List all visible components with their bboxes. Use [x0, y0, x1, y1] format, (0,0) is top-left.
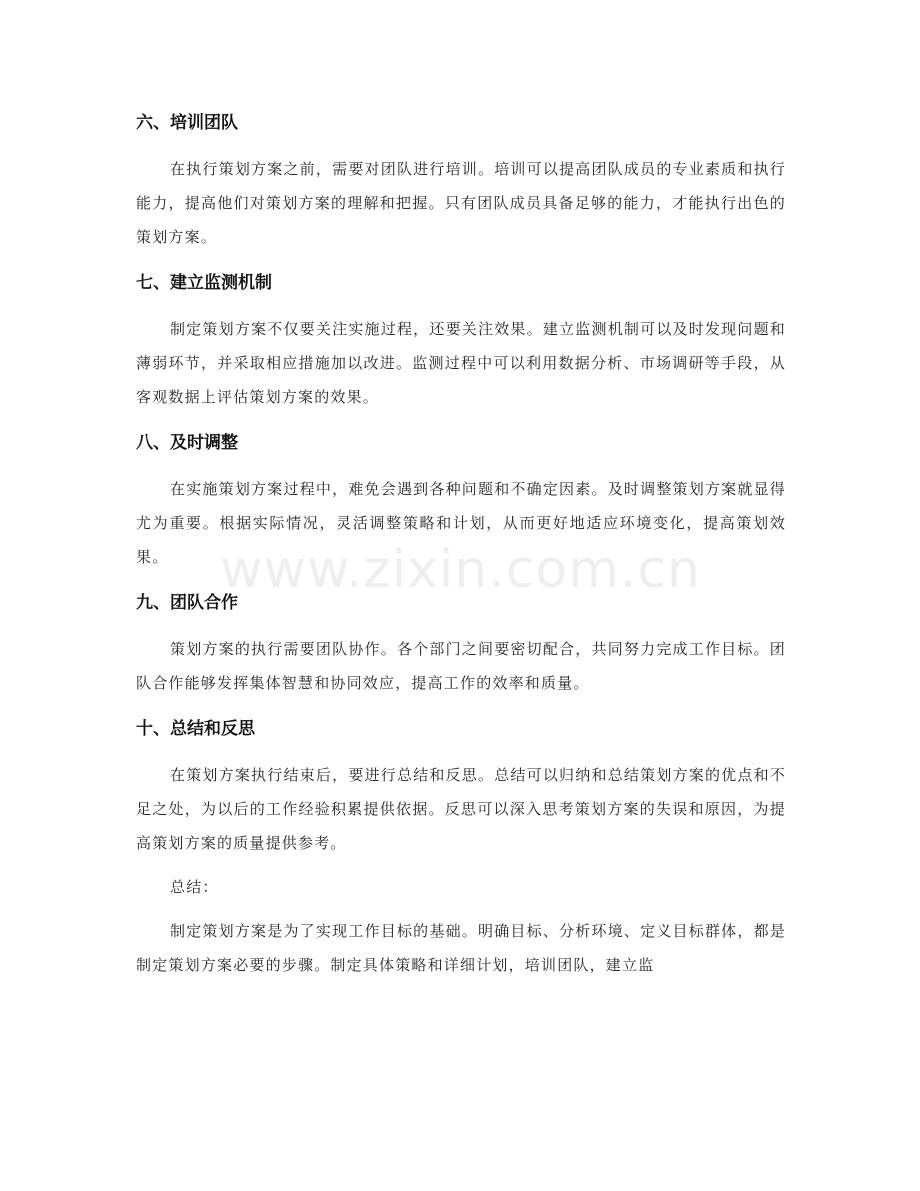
section-paragraph: 在策划方案执行结束后，要进行总结和反思。总结可以归纳和总结策划方案的优点和不足之处，为以后的工作经验积累提供依据。反思可以深入思考策划方案的失误和原因，为提高策划方案的质量提供参考。: [136, 766, 786, 852]
section-paragraph: 制定策划方案不仅要关注实施过程，还要关注效果。建立监测机制可以及时发现问题和薄弱环节，并采取相应措施加以改进。监测过程中可以利用数据分析、市场调研等手段，从客观数据上评估策划方案的效果。: [136, 320, 786, 406]
watermark-text: www.zixin.com.cn: [220, 540, 701, 600]
summary-label: 总结：: [170, 878, 219, 896]
section-heading: 六、培训团队: [136, 113, 238, 133]
section-10: [136, 710, 786, 860]
section-7: [136, 264, 786, 414]
section-heading: 十、总结和反思: [136, 719, 255, 739]
summary-section: [136, 870, 786, 982]
section-paragraph: 在执行策划方案之前，需要对团队进行培训。培训可以提高团队成员的专业素质和执行能力，提高他们对策划方案的理解和把握。只有团队成员具备足够的能力，才能执行出色的策划方案。: [136, 160, 786, 246]
section-heading: 八、及时调整: [136, 433, 238, 453]
section-paragraph: 策划方案的执行需要团队协作。各个部门之间要密切配合，共同努力完成工作目标。团队合作能够发挥集体智慧和协同效应，提高工作的效率和质量。: [136, 640, 786, 692]
section-6: [136, 104, 786, 254]
section-9: [136, 584, 786, 700]
section-8: [136, 424, 786, 574]
section-paragraph: 在实施策划方案过程中，难免会遇到各种问题和不确定因素。及时调整策划方案就显得尤为重要。根据实际情况，灵活调整策略和计划，从而更好地适应环境变化，提高策划效果。: [136, 480, 786, 566]
section-heading: 九、团队合作: [136, 593, 238, 613]
document-body: [136, 104, 786, 992]
summary-paragraph: 制定策划方案是为了实现工作目标的基础。明确目标、分析环境、定义目标群体，都是制定策划方案必要的步骤。制定具体策略和详细计划，培训团队，建立监: [136, 922, 786, 974]
section-heading: 七、建立监测机制: [136, 273, 272, 293]
